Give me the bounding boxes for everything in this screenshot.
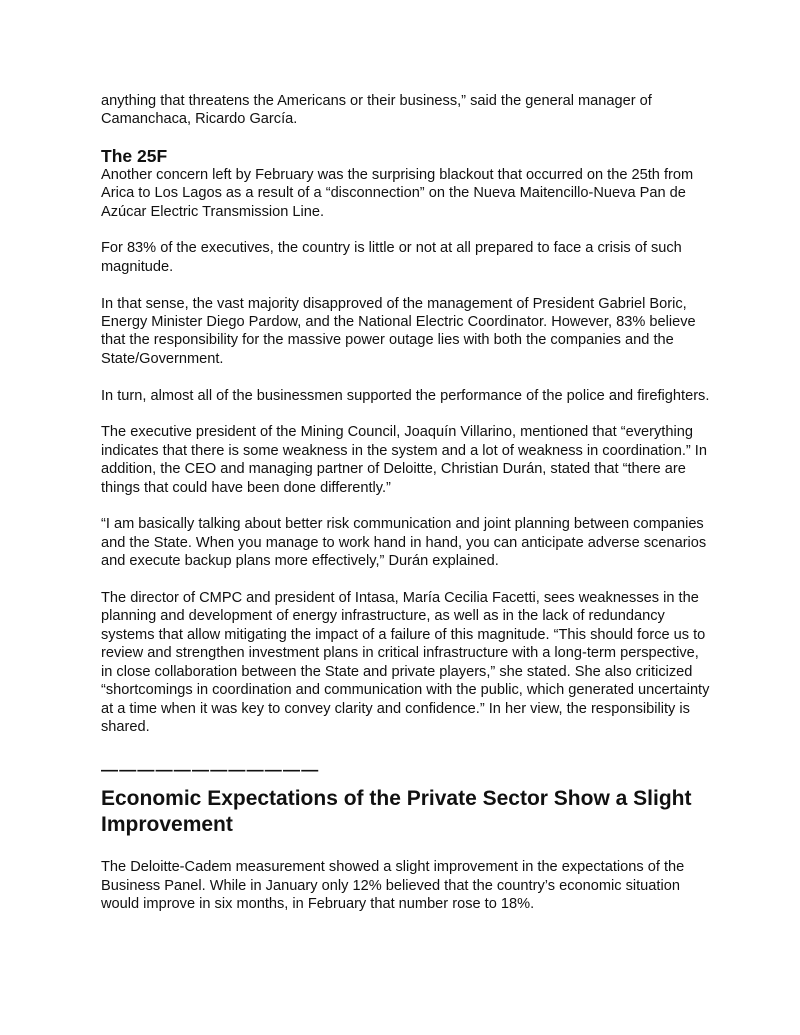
paragraph-mining-council: The executive president of the Mining Council, Joaquín Villarino, mentioned that “everything indicates that there is some weakness in the system and a lot of weakness in coordination.” In addition, the CEO and managing partner of Deloitte, Christian Durán, stated that “there are things that could have been done differently.” <box>101 424 707 496</box>
document-page <box>101 92 711 914</box>
paragraph-police: In turn, almost all of the businessmen supported the performance of the police and firefighters. <box>101 387 710 404</box>
paragraph-deloitte-cadem: The Deloitte-Cadem measurement showed a slight improvement in the expectations of the Business Panel. While in January only 12% believed that the country’s economic situation would improve in six months, in February that number rose to 18%. <box>101 859 685 913</box>
paragraph-management: In that sense, the vast majority disapproved of the management of President Gabriel Boric, Energy Minister Diego Pardow, and the National Electric Coordinator. However, 83% believe that the responsibility for the massive power outage lies with both the companies and the State/Government. <box>101 295 696 367</box>
section-heading-25f: The 25F <box>101 145 168 166</box>
paragraph-blackout: Another concern left by February was the surprising blackout that occurred on the 25th from Arica to Los Lagos as a result of a “disconnection” on the Nueva Maitencillo-Nueva Pan de Azúcar Electric Transmission Line. <box>101 166 694 220</box>
section-divider: ———————————— <box>101 760 320 780</box>
paragraph-preparedness: For 83% of the executives, the country is little or not at all prepared to face a crisis of such magnitude. <box>101 240 682 275</box>
headline-economic-expectations: Economic Expectations of the Private Sector Show a Slight Improvement <box>101 787 692 837</box>
paragraph-facetti: The director of CMPC and president of Intasa, María Cecilia Facetti, sees weaknesses in the planning and development of energy infrastructure, as well as in the lack of redundancy systems that allow mitigating the impact of a failure of this magnitude. “This should force us to review and strengthen investment plans in critical infrastructure with a long-term perspective, in close collaboration between the State and private players,” she stated. She also criticized “shortcomings in coordination and communication with the public, which generated uncertainty at a time when it was key to convey clarity and confidence.” In her view, the responsibility is shared. <box>101 590 710 735</box>
intro-paragraph: anything that threatens the Americans or their business,” said the general manager of Camanchaca, Ricardo García. <box>101 93 652 128</box>
paragraph-duran-quote: “I am basically talking about better risk communication and joint planning between companies and the State. When you manage to work hand in hand, you can anticipate adverse scenarios and execute backup plans more effectively,” Durán explained. <box>101 516 707 570</box>
